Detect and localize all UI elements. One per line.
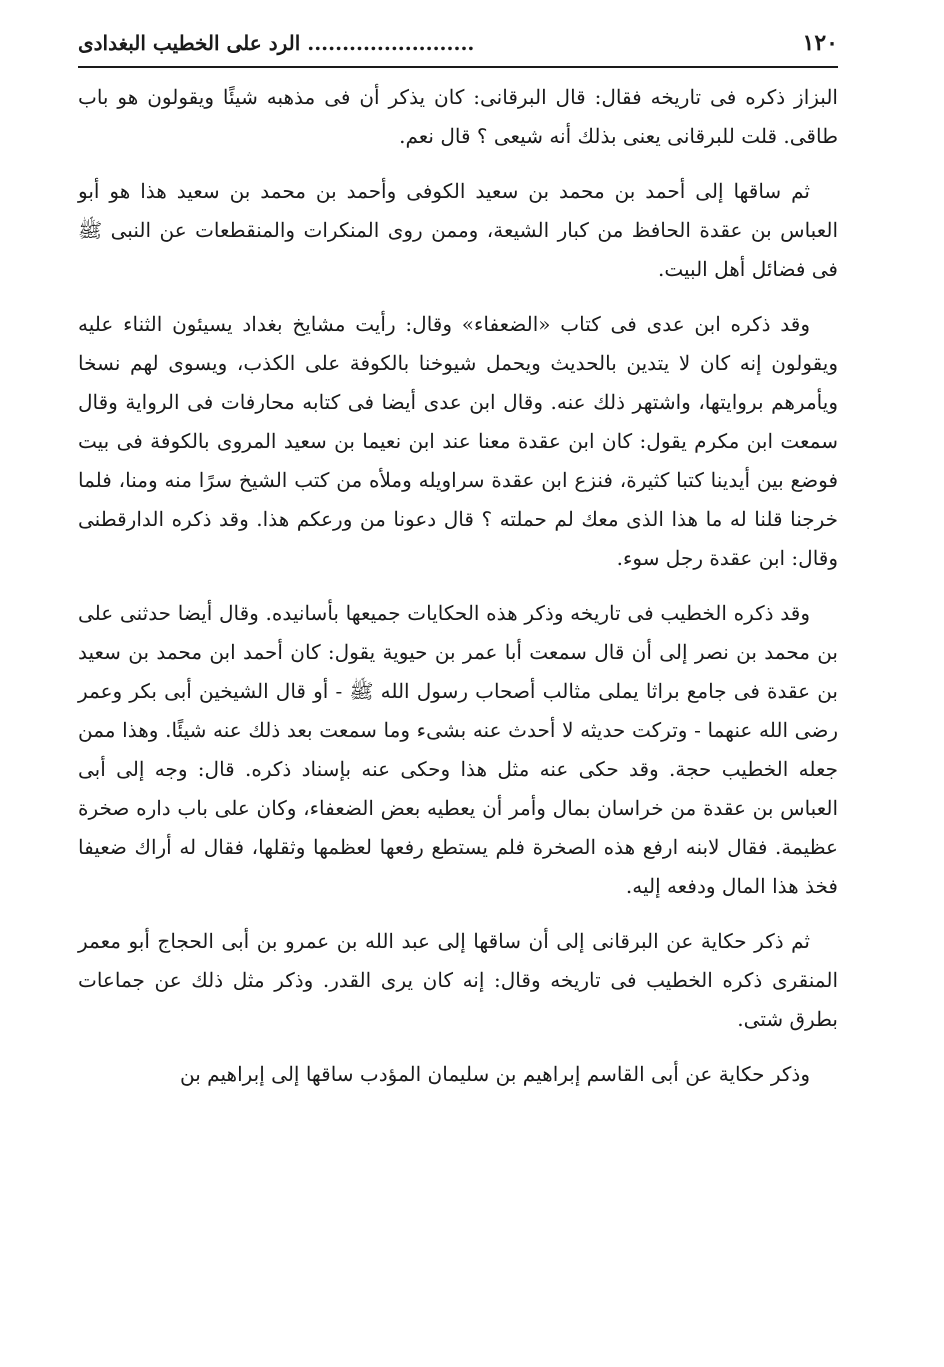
paragraph-5: ثم ذكر حكاية عن البرقانى إلى أن ساقها إلى عبد الله بن عمرو بن أبى الحجاج أبو معمر المنقرى ذكره الخطيب فى تاريخه وقال: إنه كان يرى القدر. وذكر مثل ذلك عن جماعات بطرق شتى. [78, 929, 838, 1031]
page-body [78, 78, 838, 1094]
book-page [78, 30, 838, 1110]
running-title: ........................ الرد على الخطيب البغدادى [78, 31, 475, 55]
paragraph-1: البزاز ذكره فى تاريخه فقال: قال البرقانى: كان يذكر أن فى مذهبه شيئًا ويقولون هو باب طاقى. قلت للبرقانى يعنى بذلك أنه شيعى ؟ قال نعم. [78, 85, 838, 148]
paragraph-3: وقد ذكره ابن عدى فى كتاب «الضعفاء» وقال: رأيت مشايخ بغداد يسيئون الثناء عليه ويقولون إنه كان لا يتدين بالحديث ويحمل شيوخنا بالكوفة على الكذب، ويسوى لهم نسخا ويأمرهم بروايتها، واشتهر ذلك عنه. وقال ابن عدى أيضا فى كتابه محارفات فى الرواية وقال سمعت ابن مكرم يقول: كان ابن عقدة معنا عند ابن نعيما بن سعيد المروى بالكوفة فى بيت فوضع بين أيدينا كتبا كثيرة، فنزع ابن عقدة سراويله وملأه من كتب الشيخ سرًا منه ومنا، فلما خرجنا قلنا له ما هذا الذى معك لم حملته ؟ قال دعونا من ورعكم هذا. وقد ذكره الدارقطنى وقال: ابن عقدة رجل سوء. [78, 312, 838, 570]
paragraph-4: وقد ذكره الخطيب فى تاريخه وذكر هذه الحكايات جميعها بأسانيده. وقال أيضا حدثنى على بن محمد بن نصر إلى أن قال سمعت أبا عمر بن حيوية يقول: كان أحمد ابن محمد بن سعيد بن عقدة فى جامع براثا يملى مثالب أصحاب رسول الله ﷺ - أو قال الشيخين أبى بكر وعمر رضى الله عنهما - وتركت حديثه لا أحدث عنه بشىء وما سمعت بعد ذلك عنه شيئًا. وهذا ممن جعله الخطيب حجة. وقد حكى عنه مثل هذا وحكى عنه بإسناد ذكره. قال: وجه إلى أبى العباس بن عقدة من خراسان بمال وأمر أن يعطيه بعض الضعفاء، وكان على باب داره صخرة عظيمة. فقال لابنه ارفع هذه الصخرة فلم يستطع رفعها لعظمها وثقلها، فقال له أراك ضعيفا فخذ هذا المال ودفعه إليه. [78, 601, 838, 898]
page-header [78, 30, 838, 68]
paragraph-2: ثم ساقها إلى أحمد بن محمد بن سعيد الكوفى وأحمد بن محمد بن سعيد هذا هو أبو العباس بن عقدة الحافظ من كبار الشيعة، وممن روى المنكرات والمنقطعات عن النبى ﷺ فى فضائل أهل البيت. [78, 179, 839, 281]
page-number: ١٢٠ [802, 30, 838, 56]
paragraph-6: وذكر حكاية عن أبى القاسم إبراهيم بن سليمان المؤدب ساقها إلى إبراهيم بن [180, 1062, 810, 1086]
